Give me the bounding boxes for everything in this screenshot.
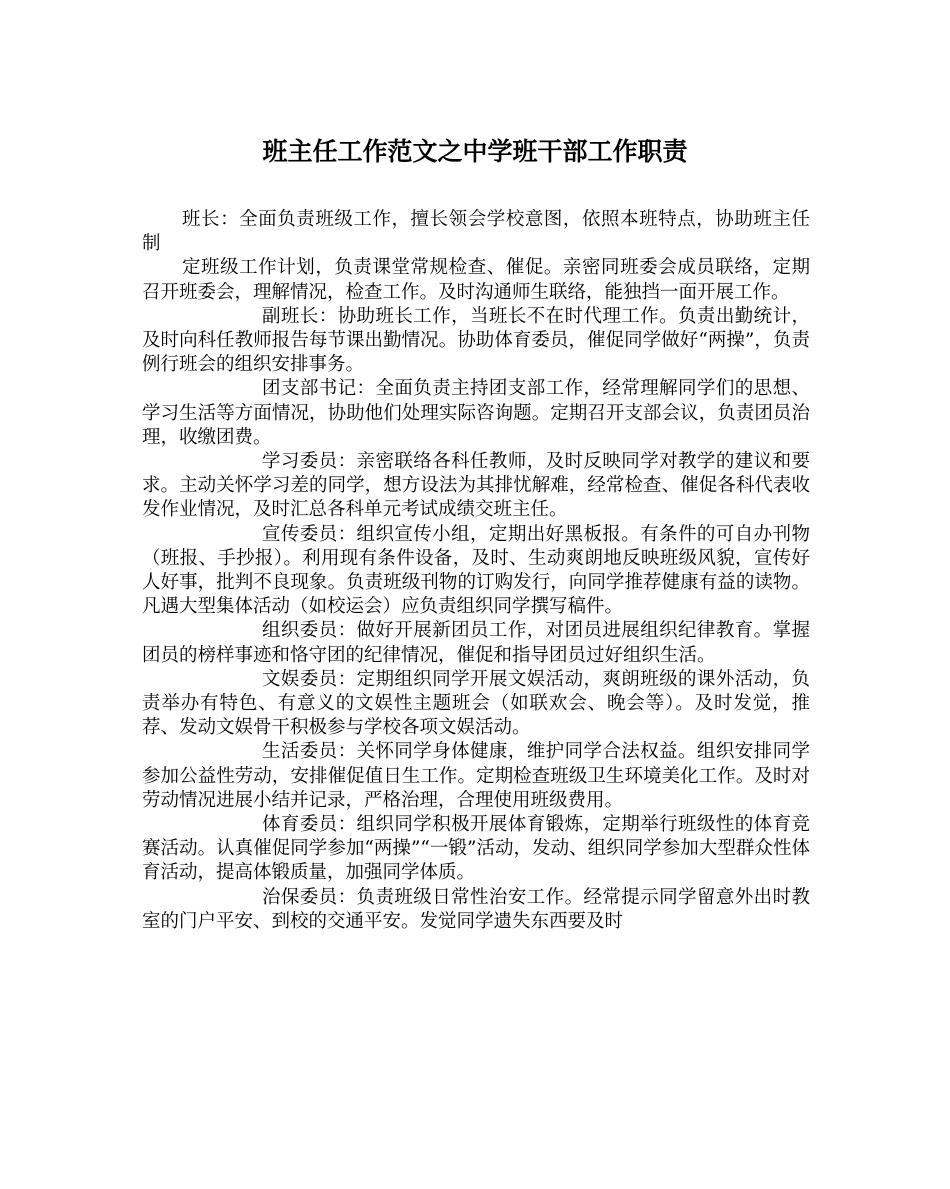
paragraph-organization-committee: 组织委员：做好开展新团员工作，对团员进展组织纪律教育。掌握团员的榜样事迹和恪守团的纪律情况，催促和指导团员过好组织生活。	[142, 620, 810, 666]
paragraph-sports-committee: 体育委员：组织同学积极开展体育锻炼，定期举行班级性的体育竞赛活动。认真催促同学参加“两操”“一锻”活动，发动、组织同学参加大型群众性体育活动，提高体锻质量，加强同学体质。	[142, 814, 810, 884]
paragraph-vice-monitor: 副班长：协助班长工作，当班长不在时代理工作。负责出勤统计，及时向科任教师报告每节课出勤情况。协助体育委员，催促同学做好“两操”，负责例行班会的组织安排事务。	[142, 305, 810, 376]
paragraph-class-monitor: 班长：全面负责班级工作，擅长领会学校意图，依照本班特点，协助班主任制	[142, 209, 810, 255]
document-body	[142, 208, 810, 934]
paragraph-entertainment-committee: 文娱委员：定期组织同学开展文娱活动，爽朗班级的课外活动，负责举办有特色、有意义的文娱性主题班会（如联欢会、晚会等）。及时发觉，推荐、发动文娱骨干积极参与学校各项文娱活动。	[142, 668, 810, 739]
paragraph-life-committee: 生活委员：关怀同学身体健康，维护同学合法权益。组织安排同学参加公益性劳动，安排催促值日生工作。定期检查班级卫生环境美化工作。及时对劳动情况进展小结并记录，严格治理，合理使用班级费用。	[142, 741, 810, 811]
paragraph-league-secretary: 团支部书记：全面负责主持团支部工作，经常理解同学们的思想、学习生活等方面情况，协助他们处理实际咨询题。定期召开支部会议，负责团员治理，收缴团费。	[142, 378, 810, 448]
paragraph-security-committee: 治保委员：负责班级日常性治安工作。经常提示同学留意外出时教室的门户平安、到校的交通平安。发觉同学遗失东西要及时	[142, 886, 810, 932]
paragraph-study-committee: 学习委员：亲密联络各科任教师，及时反映同学对教学的建议和要求。主动关怀学习差的同学，想方设法为其排忧解难，经常检查、催促各科代表收发作业情况，及时汇总各科单元考试成绩交班主任。	[142, 451, 810, 521]
paragraph-class-monitor-continued: 定班级工作计划，负责课堂常规检查、催促。亲密同班委会成员联络，定期召开班委会，理解情况，检查工作。及时沟通师生联络，能独挡一面开展工作。	[142, 257, 810, 303]
document-title: 班主任工作范文之中学班干部工作职责	[262, 137, 688, 166]
paragraph-publicity-committee: 宣传委员：组织宣传小组，定期出好黑板报。有条件的可自办刊物（班报、手抄报）。利用现有条件设备，及时、生动爽朗地反映班级风貌，宣传好人好事，批判不良现象。负责班级刊物的订购发行，向同学推荐健康有益的读物。凡遇大型集体活动（如校运会）应负责组织同学撰写稿件。	[142, 523, 810, 618]
